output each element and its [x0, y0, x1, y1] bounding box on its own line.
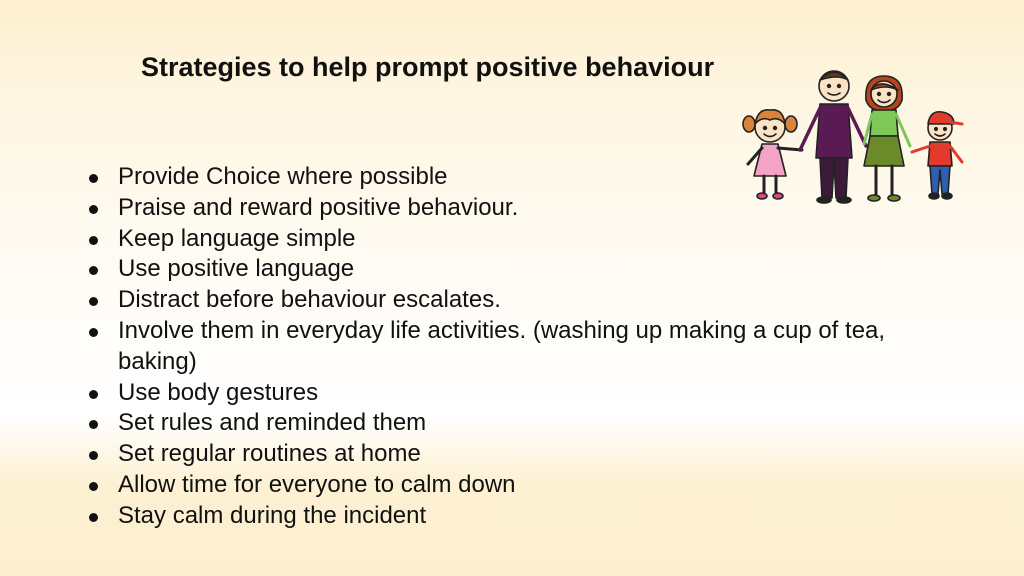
bullet-text: Set rules and reminded them: [118, 409, 427, 437]
bullet-text: Set regular routines at home: [118, 440, 421, 468]
slide-title: Strategies to help prompt positive behaviour: [141, 52, 715, 82]
bullet-text: Involve them in everyday life activities. (washing up making a cup of tea, baking): [118, 316, 886, 375]
bullet-text: Allow time for everyone to calm down: [118, 470, 516, 498]
bullet-text: Distract before behaviour escalates.: [118, 286, 501, 314]
bullet-text: Praise and reward positive behaviour.: [118, 193, 519, 221]
bullet-text: Use positive language: [118, 255, 355, 283]
girl-figure-icon: [743, 110, 802, 199]
bullet-item: [88, 224, 888, 255]
bullet-dot-icon: [89, 451, 98, 460]
bullet-dot-icon: [89, 513, 98, 522]
bullet-item: [88, 439, 888, 470]
bullet-item: [88, 316, 888, 378]
bullet-item: [88, 501, 888, 532]
bullet-text: Stay calm during the incident: [118, 501, 427, 529]
bullet-item: [88, 285, 888, 316]
bullet-item: [88, 408, 888, 439]
boy-figure-icon: [912, 112, 962, 199]
bullet-dot-icon: [89, 266, 98, 275]
family-holding-hands-icon: [740, 66, 970, 206]
bullet-item: [88, 378, 888, 409]
bullet-text: Keep language simple: [118, 224, 356, 252]
bullet-dot-icon: [89, 482, 98, 491]
bullet-list: [88, 162, 888, 532]
bullet-dot-icon: [89, 420, 98, 429]
bullet-dot-icon: [89, 174, 98, 183]
bullet-dot-icon: [89, 236, 98, 245]
bullet-text: Provide Choice where possible: [118, 163, 448, 190]
bullet-dot-icon: [89, 297, 98, 306]
mother-figure-icon: [864, 76, 910, 201]
bullet-dot-icon: [89, 390, 98, 399]
bullet-item: [88, 254, 888, 285]
father-figure-icon: [800, 71, 866, 203]
bullet-dot-icon: [89, 205, 98, 214]
bullet-dot-icon: [89, 328, 98, 337]
bullet-text: Use body gestures: [118, 378, 319, 406]
bullet-item: [88, 470, 888, 501]
